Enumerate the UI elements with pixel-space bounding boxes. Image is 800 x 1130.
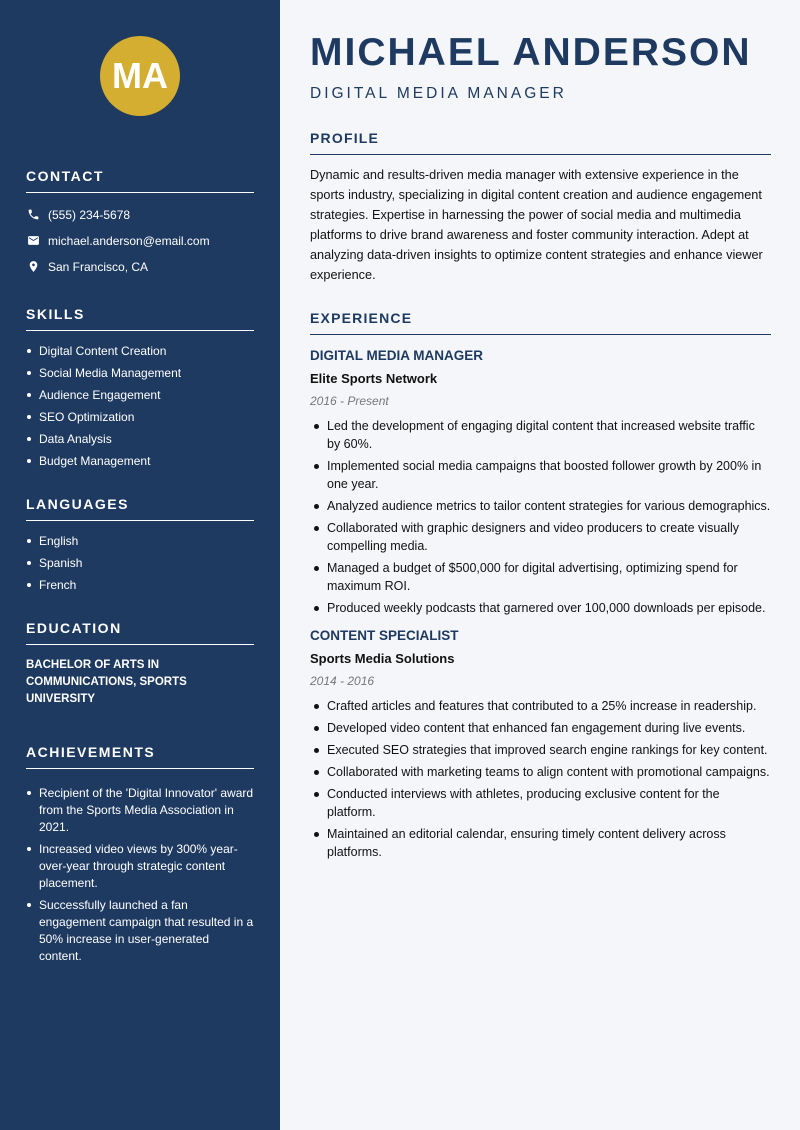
contact-email — [26, 233, 254, 248]
person-name: MICHAEL ANDERSON — [310, 31, 752, 74]
job-bullets — [310, 697, 771, 861]
job-bullet: Implemented social media campaigns that boosted follower growth by 200% in one year. — [310, 457, 771, 493]
job-bullet: Maintained an editorial calendar, ensuring timely content delivery across platforms. — [310, 825, 771, 861]
location-text: San Francisco, CA — [48, 259, 149, 274]
job-bullet: Crafted articles and features that contributed to a 25% increase in readership. — [310, 697, 771, 715]
job-bullet: Managed a budget of $500,000 for digital advertising, optimizing spend for maximum ROI. — [310, 559, 771, 595]
education-section — [26, 620, 254, 708]
phone-icon — [26, 208, 40, 222]
skill-item: Audience Engagement — [26, 387, 254, 404]
achievements-list — [26, 785, 254, 965]
skill-item: Budget Management — [26, 453, 254, 470]
job-bullet: Collaborated with graphic designers and video producers to create visually compelling media. — [310, 519, 771, 555]
job-bullets — [310, 417, 771, 617]
experience-heading: EXPERIENCE — [310, 309, 771, 335]
job-bullet: Analyzed audience metrics to tailor content strategies for various demographics. — [310, 497, 771, 515]
profile-text: Dynamic and results-driven media manager with extensive experience in the sports industry, specializing in digital content creation and audience engagement strategies. Expertise in harnessing the power of social media and multimedia platforms to drive brand awareness and foster community interaction. Adept at analyzing data-driven insights to optimize content strategies and enhance viewer experience. — [310, 168, 763, 282]
job-bullet: Produced weekly podcasts that garnered over 100,000 downloads per episode. — [310, 599, 771, 617]
contact-heading: CONTACT — [26, 168, 254, 193]
profile-section — [310, 129, 771, 285]
main-content — [280, 0, 800, 1130]
language-item: French — [26, 577, 254, 594]
job-dates: 2014 - 2016 — [310, 674, 375, 688]
contact-section — [26, 168, 254, 274]
languages-heading: LANGUAGES — [26, 496, 254, 521]
languages-list — [26, 533, 254, 594]
skill-item: Data Analysis — [26, 431, 254, 448]
email-text: michael.anderson@email.com — [48, 233, 210, 248]
skills-list — [26, 343, 254, 470]
job-bullet: Conducted interviews with athletes, producing exclusive content for the platform. — [310, 785, 771, 821]
achievement-item: Successfully launched a fan engagement campaign that resulted in a 50% increase in user-generated content. — [26, 897, 254, 965]
skill-item: SEO Optimization — [26, 409, 254, 426]
skill-item: Digital Content Creation — [26, 343, 254, 360]
job-dates: 2016 - Present — [310, 394, 389, 408]
job-bullet: Led the development of engaging digital content that increased website traffic by 60%. — [310, 417, 771, 453]
job-company: Elite Sports Network — [310, 371, 438, 386]
achievements-section — [26, 744, 254, 965]
job-company: Sports Media Solutions — [310, 651, 455, 666]
contact-phone — [26, 207, 254, 222]
skill-item: Social Media Management — [26, 365, 254, 382]
job-bullet: Collaborated with marketing teams to align content with promotional campaigns. — [310, 763, 771, 781]
experience-section — [310, 309, 771, 861]
skills-heading: SKILLS — [26, 306, 254, 331]
phone-text: (555) 234-5678 — [48, 207, 131, 222]
job-entry — [310, 627, 771, 861]
job-title: CONTENT SPECIALIST — [310, 628, 459, 643]
sidebar — [0, 0, 280, 1130]
job-bullet: Developed video content that enhanced fan engagement during live events. — [310, 719, 771, 737]
email-icon — [26, 234, 40, 248]
language-item: Spanish — [26, 555, 254, 572]
education-heading: EDUCATION — [26, 620, 254, 645]
location-pin-icon — [26, 260, 40, 274]
achievement-item: Recipient of the 'Digital Innovator' award from the Sports Media Association in 2021. — [26, 785, 254, 836]
job-entry — [310, 347, 771, 617]
contact-location — [26, 259, 254, 274]
achievements-heading: ACHIEVEMENTS — [26, 744, 254, 769]
job-title-header: DIGITAL MEDIA MANAGER — [310, 85, 567, 102]
job-title: DIGITAL MEDIA MANAGER — [310, 348, 483, 363]
job-bullet: Executed SEO strategies that improved search engine rankings for key content. — [310, 741, 771, 759]
achievement-item: Increased video views by 300% year-over-year through strategic content placement. — [26, 841, 254, 892]
skills-section — [26, 306, 254, 470]
languages-section — [26, 496, 254, 594]
avatar — [100, 36, 180, 116]
avatar-initials: MA — [112, 55, 168, 96]
education-degree: BACHELOR OF ARTS IN COMMUNICATIONS, SPORTS UNIVERSITY — [26, 659, 187, 705]
profile-heading: PROFILE — [310, 129, 771, 155]
language-item: English — [26, 533, 254, 550]
